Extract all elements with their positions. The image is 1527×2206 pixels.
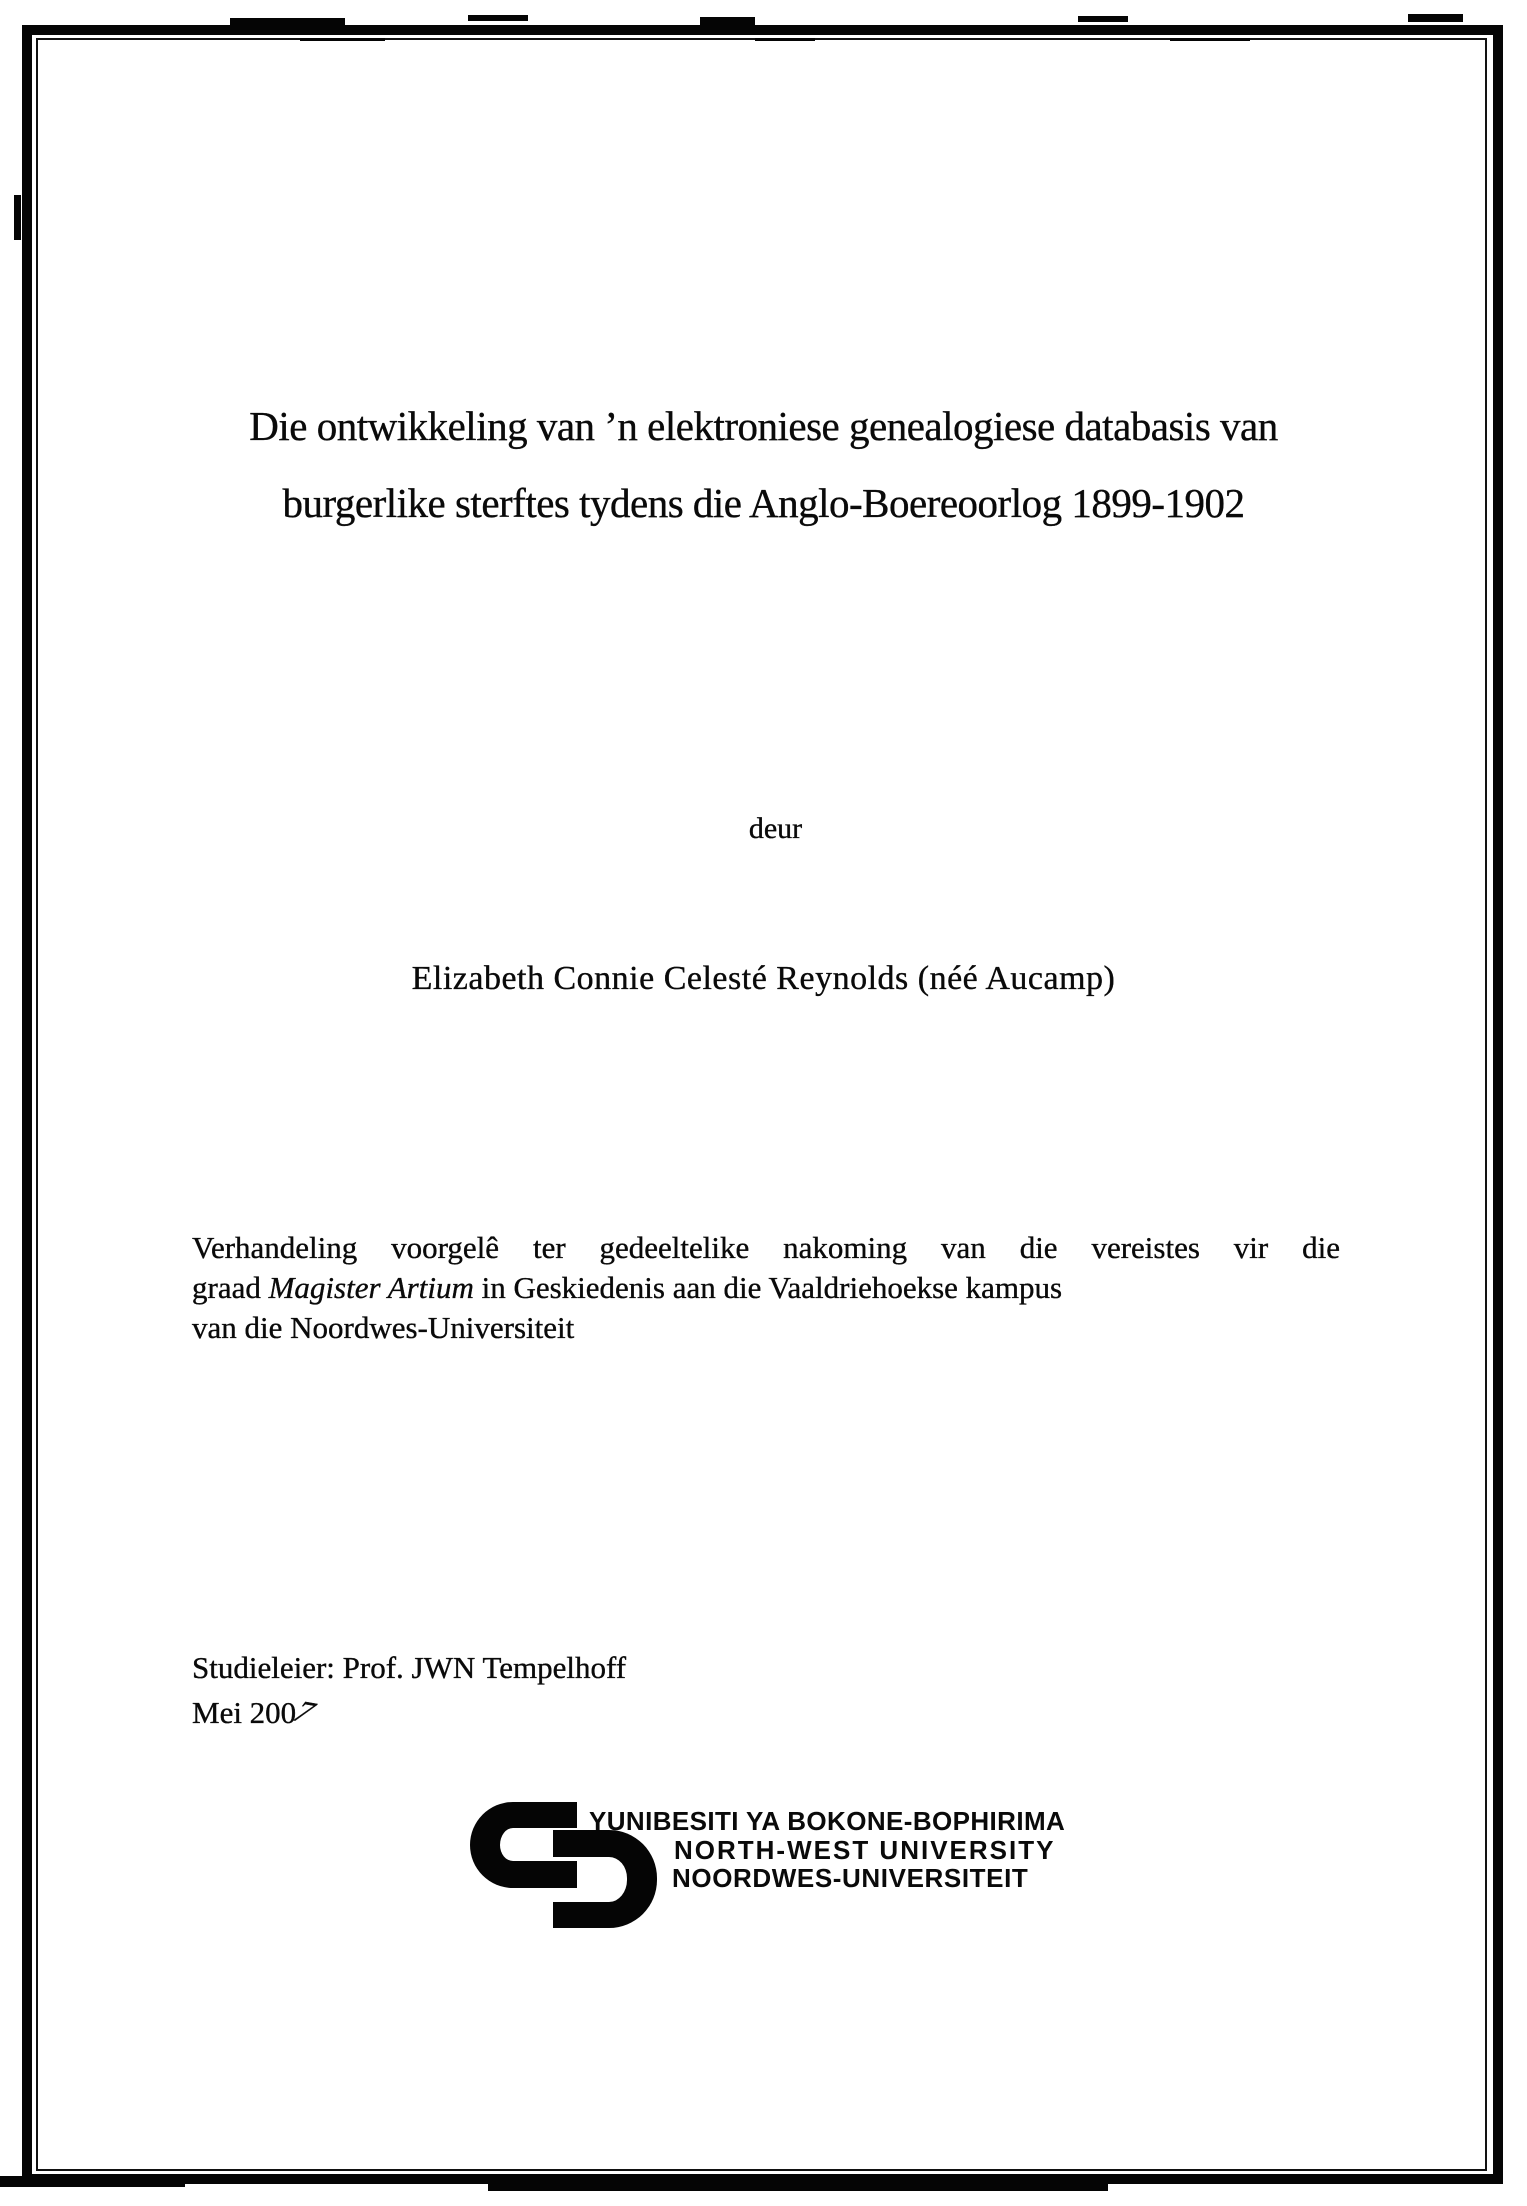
supervisor-line: Studieleier: Prof. JWN Tempelhoff — [192, 1650, 627, 1685]
scan-artifact — [1170, 38, 1250, 41]
date-last-digit: 7 — [288, 1693, 321, 1730]
author-name: Elizabeth Connie Celesté Reynolds (néé Aucamp) — [411, 960, 1116, 997]
nwu-logo-name-afrikaans: NOORDWES-UNIVERSITEIT — [672, 1863, 1029, 1893]
degree-statement-line1: Verhandeling voorgelê ter gedeeltelike nakoming van die vereistes vir die — [192, 1230, 1340, 1265]
byline: deur — [748, 812, 803, 845]
thesis-title-line2: burgerlike sterftes tydens die Anglo-Boereoorlog 1899-1902 — [282, 480, 1245, 526]
degree-statement-line2-suffix: in Geskiedenis aan die Vaaldriehoekse kampus — [473, 1270, 1063, 1305]
scan-artifact — [488, 2184, 1108, 2191]
date-prefix: Mei 200 — [192, 1695, 297, 1730]
supervisor-block — [192, 1645, 626, 1735]
scan-artifact — [300, 38, 385, 41]
scan-artifact — [1078, 16, 1128, 22]
scan-artifact — [14, 195, 21, 240]
date-line — [192, 1690, 626, 1735]
degree-statement — [192, 1228, 1340, 1348]
nwu-logo-name-setswana: YUNIBESITI YA BOKONE-BOPHIRIMA — [589, 1806, 1066, 1836]
degree-name: Magister Artium — [268, 1270, 474, 1305]
scan-artifact — [700, 17, 755, 25]
degree-statement-line2-prefix: graad — [192, 1270, 269, 1305]
degree-statement-line2 — [192, 1268, 1340, 1308]
nwu-logo-name-english: NORTH-WEST UNIVERSITY — [674, 1835, 1056, 1865]
chain-link-right-icon — [553, 1830, 657, 1928]
thesis-title-line1: Die ontwikkeling van ’n elektroniese genealogiese databasis van — [249, 403, 1278, 449]
scan-artifact — [755, 38, 815, 41]
scan-artifact — [468, 15, 528, 21]
scan-artifact — [0, 2176, 185, 2187]
scan-artifact — [230, 18, 345, 26]
scan-artifact — [1408, 14, 1463, 22]
degree-statement-line3: van die Noordwes-Universiteit — [192, 1310, 575, 1345]
